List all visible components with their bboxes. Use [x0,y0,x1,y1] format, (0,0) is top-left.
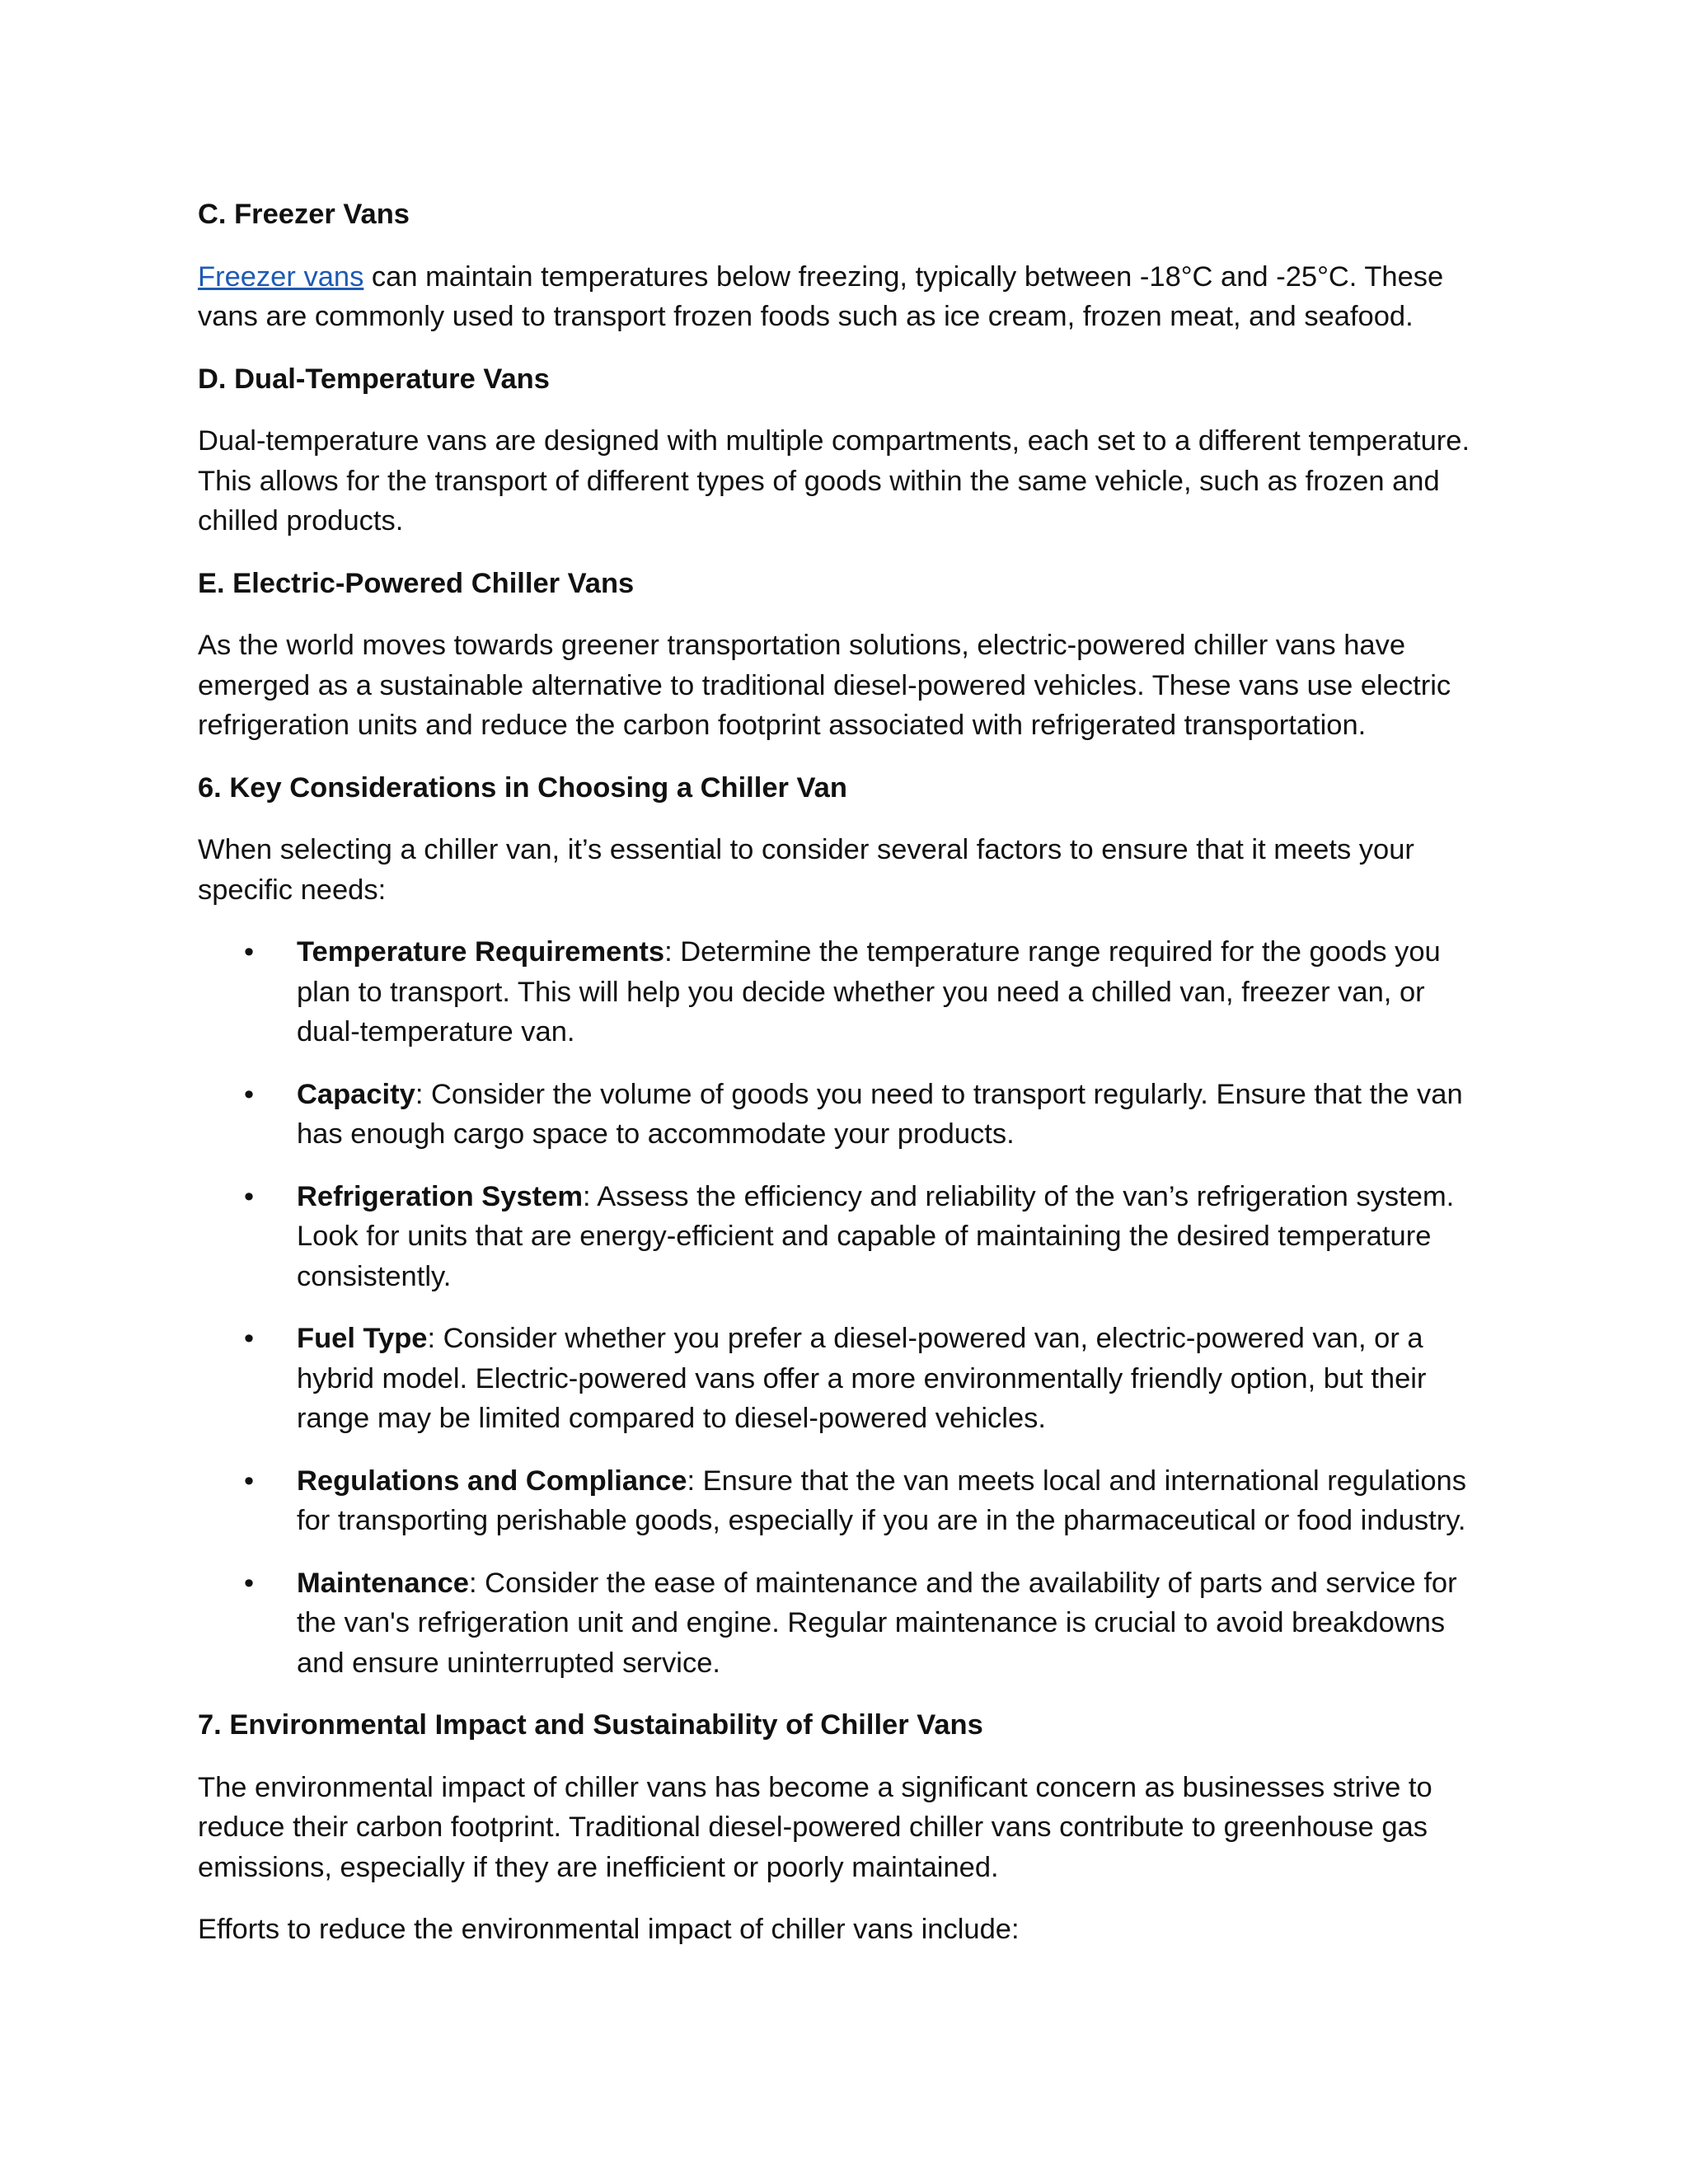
paragraph-considerations-intro: When selecting a chiller van, it’s essential to consider several factors to ensure that it meets your specific needs: [198,834,1414,906]
document-body [198,194,1484,1972]
paragraph-environmental-impact: The environmental impact of chiller vans has become a significant concern as businesses strive to reduce their carbon footprint. Traditional diesel-powered chiller vans contribute to greenhouse gas emissions, especially if they are inefficient or poorly maintained. [198,1771,1432,1883]
paragraph-electric-chiller-vans: As the world moves towards greener transportation solutions, electric-powered chiller vans have emerged as a sustainable alternative to traditional diesel-powered vehicles. These vans use electric refrigeration units and reduce the carbon footprint associated with refrigerated transportation. [198,630,1451,741]
list-item [198,1177,1484,1297]
list-item-term: Fuel Type [297,1323,428,1354]
list-item-term: Capacity [297,1078,415,1110]
paragraph-dual-temperature-vans: Dual-temperature vans are designed with multiple compartments, each set to a different temperature. This allows for the transport of different types of goods within the same vehicle, such as frozen and chilled products. [198,425,1470,537]
list-item-text: : Consider whether you prefer a diesel-powered van, electric-powered van, or a hybrid model. Electric-powered vans offer a more environmentally friendly option, but their range may be limited compared to diesel-powered vehicles. [297,1323,1427,1434]
bullet-icon: • [244,1465,255,1497]
list-item [198,1075,1484,1155]
list-item [198,1319,1484,1439]
heading-freezer-vans: C. Freezer Vans [198,199,410,230]
heading-environmental-impact: 7. Environmental Impact and Sustainability of Chiller Vans [198,1709,983,1741]
list-item-text: : Assess the efficiency and reliability of the van’s refrigeration system. Look for units that are energy-efficient and capable of maintaining the desired temperature consistently. [297,1180,1455,1292]
list-item-text: : Determine the temperature range required for the goods you plan to transport. This will help you decide whether you need a chilled van, freezer van, or dual-temperature van. [297,936,1441,1047]
heading-electric-chiller-vans: E. Electric-Powered Chiller Vans [198,567,635,599]
paragraph-freezer-vans [198,257,1484,337]
heading-dual-temperature-vans: D. Dual-Temperature Vans [198,363,550,395]
bullet-icon: • [244,1323,255,1354]
paragraph-environmental-efforts: Efforts to reduce the environmental impact of chiller vans include: [198,1914,1020,1945]
list-item-text: : Ensure that the van meets local and international regulations for transporting perishable goods, especially if you are in the pharmaceutical or food industry. [297,1465,1466,1536]
bullet-icon: • [244,1078,255,1110]
heading-key-considerations: 6. Key Considerations in Choosing a Chiller Van [198,771,847,804]
list-item [198,932,1484,1052]
list-item [198,1461,1484,1541]
list-item [198,1563,1484,1684]
list-item-text: : Consider the volume of goods you need to transport regularly. Ensure that the van has enough cargo space to accommodate your products. [297,1078,1463,1150]
bullet-icon: • [244,1180,255,1212]
list-item-term: Refrigeration System [297,1180,584,1212]
considerations-list [198,932,1484,1683]
list-item-term: Maintenance [297,1567,469,1599]
list-item-text: : Consider the ease of maintenance and the availability of parts and service for the van's refrigeration unit and engine. Regular maintenance is crucial to avoid breakdowns and ensure uninterrupted service. [297,1567,1457,1679]
freezer-vans-link[interactable]: Freezer vans [198,260,364,293]
list-item-term: Regulations and Compliance [297,1465,687,1497]
list-item-term: Temperature Requirements [297,936,665,968]
paragraph-freezer-text: can maintain temperatures below freezing, typically between -18°C and -25°C. These vans are commonly used to transport frozen foods such as ice cream, frozen meat, and seafood. [198,260,1444,332]
bullet-icon: • [244,1567,255,1599]
bullet-icon: • [244,936,255,968]
